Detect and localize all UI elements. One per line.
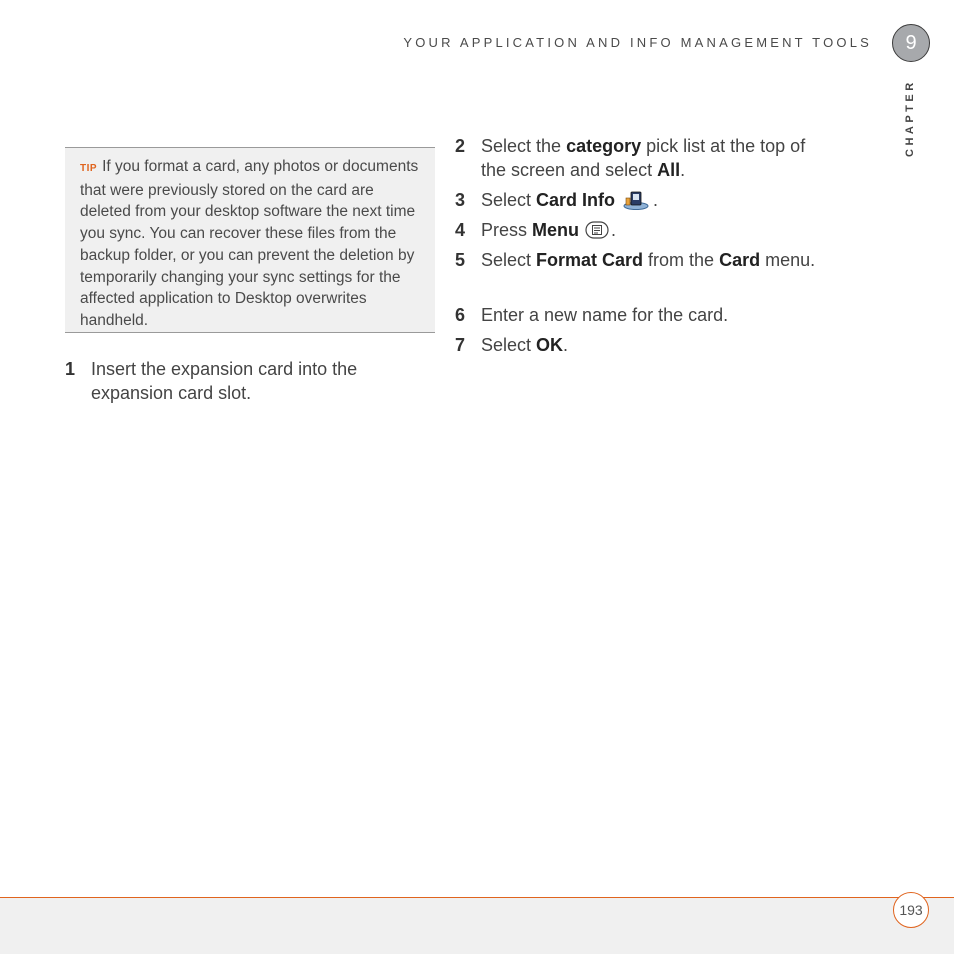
category-term: category xyxy=(566,136,642,156)
tip-label: TIP xyxy=(80,163,98,174)
card-menu-term: Card xyxy=(719,250,761,270)
step-number: 6 xyxy=(455,305,466,325)
tip-box xyxy=(65,147,435,333)
step-5 xyxy=(455,248,820,272)
footer-rule xyxy=(0,897,954,898)
chapter-label: CHAPTER xyxy=(904,79,916,157)
all-term: All xyxy=(657,160,681,180)
step-text: Insert the expansion card into the expansion card slot. xyxy=(91,359,358,403)
step-number: 2 xyxy=(455,136,466,156)
step-number: 7 xyxy=(455,335,466,355)
step-text: Press Menu . xyxy=(481,220,617,240)
step-4 xyxy=(455,218,820,242)
step-number: 4 xyxy=(455,220,466,240)
step-text: Select OK. xyxy=(481,335,569,355)
step-text: Select Card Info . xyxy=(481,190,659,210)
page-number: 193 xyxy=(893,892,929,928)
footer-band xyxy=(0,898,954,954)
step-number: 5 xyxy=(455,250,466,270)
menu-term: Menu xyxy=(532,220,580,240)
step-2 xyxy=(455,134,820,182)
format-card-term: Format Card xyxy=(536,250,644,270)
chapter-number-badge: 9 xyxy=(892,24,930,62)
ok-term: OK xyxy=(536,335,564,355)
card-info-icon xyxy=(623,190,649,210)
step-1 xyxy=(65,357,415,405)
step-text: Select the category pick list at the top of the screen and select All. xyxy=(481,136,806,180)
step-6 xyxy=(455,303,820,327)
menu-icon xyxy=(585,221,609,239)
running-header: YOUR APPLICATION AND INFO MANAGEMENT TOOLS xyxy=(403,35,872,50)
step-text: Enter a new name for the card. xyxy=(481,305,729,325)
tip-text: If you format a card, any photos or documents that were previously stored on the card are deleted from your desktop software the next time you sync. You can recover these files from the backup folder, or you can prevent the deletion by temporarily changing your sync settings for the affected application to Desktop overwrites handheld. xyxy=(80,158,419,329)
step-7 xyxy=(455,333,820,357)
step-text: Select Format Card from the Card menu. xyxy=(481,250,816,270)
card-info-term: Card Info xyxy=(536,190,616,210)
step-number: 1 xyxy=(65,359,76,379)
step-3 xyxy=(455,188,820,212)
step-number: 3 xyxy=(455,190,466,210)
